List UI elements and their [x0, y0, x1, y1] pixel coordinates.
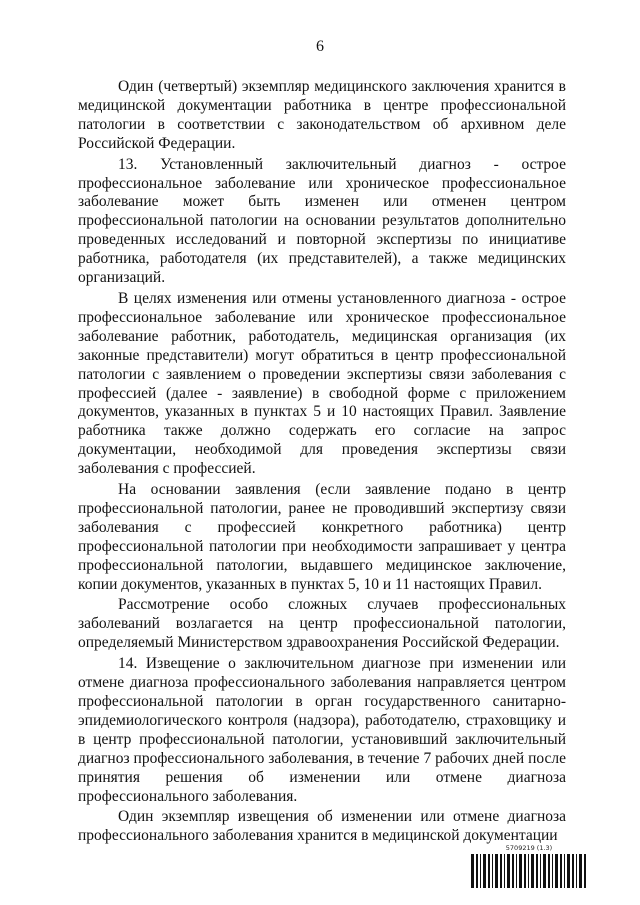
document-body	[78, 78, 566, 846]
paragraph-13: 13. Установленный заключительный диагноз - острое профессиональное заболевание или хроническое профессиональное заболевание может быть изменен или отменен центром профессиональной патологии на основании результатов дополнительно проведенных исследований и повторной экспертизы по инициативе работника, работодателя (их представителей), а также медицинских организаций.	[78, 155, 566, 287]
paragraph-notice-copy: Один экземпляр извещения об изменении или отмене диагноза профессионального заболевания хранится в медицинской документации	[78, 808, 566, 845]
paragraph-complex-cases: Рассмотрение особо сложных случаев профессиональных заболеваний возлагается на центр профессиональной патологии, определяемый Министерством здравоохранения Российской Федерации.	[78, 596, 566, 652]
paragraph-on-request: На основании заявления (если заявление подано в центр профессиональной патологии, ранее не проводивший экспертизу связи заболевания с профессией конкретного работника) центр профессиональной патологии при необходимости запрашивает у центра профессиональной патологии, выдавшего медицинское заключение, копии документов, указанных в пунктах 5, 10 и 11 настоящих Правил.	[78, 481, 566, 593]
document-barcode	[470, 844, 588, 890]
paragraph-14: 14. Извещение о заключительном диагнозе при изменении или отмене диагноза профессионального заболевания направляется центром профессиональной патологии в орган государственного санитарно-эпидемиологического контроля (надзора), работодателю, страховщику и в центр профессиональной патологии, установивший заключительный диагноз профессионального заболевания, в течение 7 рабочих дней после принятия решения об изменении или отмене диагноза профессионального заболевания.	[78, 655, 566, 805]
paragraph-change-request: В целях изменения или отмены установленного диагноза - острое профессиональное заболевание или хроническое профессиональное заболевание работник, работодатель, медицинская организация (их законные представители) могут обратиться в центр профессиональной патологии с заявлением о проведении экспертизы связи заболевания с профессией (далее - заявление) в свободной форме с приложением документов, указанных в пунктах 5 и 10 настоящих Правил. Заявление работника также должно содержать его согласие на запрос документации, необходимой для проведения экспертизы связи заболевания с профессией.	[78, 289, 566, 478]
barcode-icon	[470, 854, 588, 888]
barcode-label: 5709219 (1.3)	[505, 844, 553, 852]
paragraph-archive: Один (четвертый) экземпляр медицинского заключения хранится в медицинской документации работника в центре профессиональной патологии в соответствии с законодательством об архивном деле Российской Федерации.	[78, 78, 566, 152]
page-number: 6	[316, 38, 324, 55]
